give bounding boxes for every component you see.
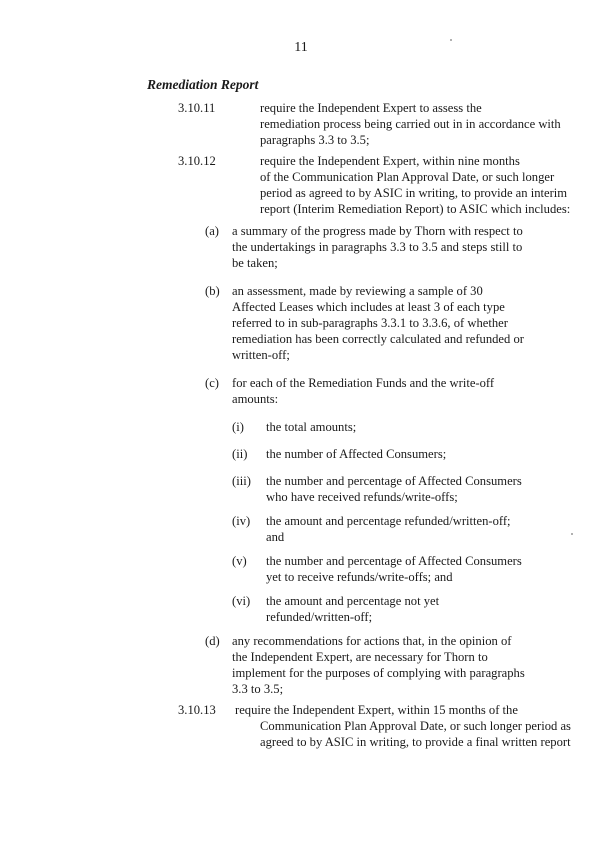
- subitem-text: [266, 593, 439, 625]
- text-line: written-off;: [232, 348, 290, 362]
- subitem-text: [266, 446, 446, 462]
- clause-text: [260, 100, 482, 116]
- clause-number: 3.10.13: [178, 703, 216, 717]
- text-line: referred to in sub-paragraphs 3.3.1 to 3.3.6, of whether: [232, 316, 508, 330]
- item-marker: (c): [205, 376, 219, 390]
- text-line: of the Communication Plan Approval Date, or such longer: [260, 170, 555, 184]
- item-marker: (a): [205, 224, 219, 238]
- text-line: a summary of the progress made by Thorn with respect to: [232, 224, 523, 238]
- subitem-marker: (vi): [232, 594, 251, 608]
- text-line: implement for the purposes of complying with paragraphs: [232, 666, 525, 680]
- item-marker: (b): [205, 284, 220, 298]
- page-number: 11: [294, 40, 308, 55]
- subitem-text: [266, 419, 356, 435]
- text-line: the number and percentage of Affected Consumers: [266, 474, 522, 488]
- subitem-text: [266, 513, 511, 545]
- item-text: [232, 375, 494, 407]
- clause-number: 3.10.12: [178, 154, 216, 168]
- clause-text: [260, 116, 561, 148]
- subitem-marker: (ii): [232, 447, 248, 461]
- subitem-text: [266, 473, 522, 505]
- item-text: [232, 223, 523, 271]
- text-line: period as agreed to by ASIC in writing, to provide an interim: [260, 186, 568, 200]
- subitem-marker: (v): [232, 554, 247, 568]
- text-line: require the Independent Expert, within 15 months of the: [235, 703, 518, 717]
- text-line: paragraphs 3.3 to 3.5;: [260, 133, 370, 147]
- item-marker: (d): [205, 634, 220, 648]
- clause-number: 3.10.11: [178, 101, 216, 115]
- subitem-marker: (iv): [232, 514, 251, 528]
- clause-text: [235, 702, 518, 718]
- item-text: [232, 283, 524, 363]
- text-line: an assessment, made by reviewing a sample of 30: [232, 284, 483, 298]
- text-line: any recommendations for actions that, in the opinion of: [232, 634, 512, 648]
- text-line: report (Interim Remediation Report) to ASIC which includes:: [260, 202, 571, 216]
- clause-text: [260, 718, 571, 750]
- text-line: agreed to by ASIC in writing, to provide a final written report: [260, 735, 571, 749]
- subitem-text: [266, 553, 522, 585]
- text-line: require the Independent Expert to assess the: [260, 101, 482, 115]
- scan-speck: [571, 533, 573, 535]
- text-line: require the Independent Expert, within nine months: [260, 154, 520, 168]
- text-line: the amount and percentage refunded/written-off;: [266, 514, 511, 528]
- text-line: 3.3 to 3.5;: [232, 682, 284, 696]
- clause-text: [260, 153, 570, 217]
- text-line: amounts:: [232, 392, 279, 406]
- text-line: the amount and percentage not yet: [266, 594, 440, 608]
- text-line: Affected Leases which includes at least 3 of each type: [232, 300, 505, 314]
- item-text: [232, 633, 525, 697]
- text-line: refunded/written-off;: [266, 610, 373, 624]
- subitem-marker: (iii): [232, 474, 251, 488]
- text-line: for each of the Remediation Funds and the write-off: [232, 376, 495, 390]
- text-line: remediation process being carried out in in accordance with: [260, 117, 561, 131]
- section-heading: Remediation Report: [147, 77, 259, 92]
- subitem-marker: (i): [232, 420, 244, 434]
- text-line: and: [266, 530, 285, 544]
- text-line: Communication Plan Approval Date, or such longer period as: [260, 719, 571, 733]
- text-line: the Independent Expert, are necessary for Thorn to: [232, 650, 488, 664]
- text-line: yet to receive refunds/write-offs; and: [266, 570, 453, 584]
- text-line: be taken;: [232, 256, 278, 270]
- scan-speck: [450, 39, 452, 41]
- text-line: the total amounts;: [266, 420, 357, 434]
- text-line: who have received refunds/write-offs;: [266, 490, 458, 504]
- text-line: the undertakings in paragraphs 3.3 to 3.5 and steps still to: [232, 240, 523, 254]
- text-line: remediation has been correctly calculated and refunded or: [232, 332, 524, 346]
- text-line: the number and percentage of Affected Consumers: [266, 554, 522, 568]
- text-line: the number of Affected Consumers;: [266, 447, 447, 461]
